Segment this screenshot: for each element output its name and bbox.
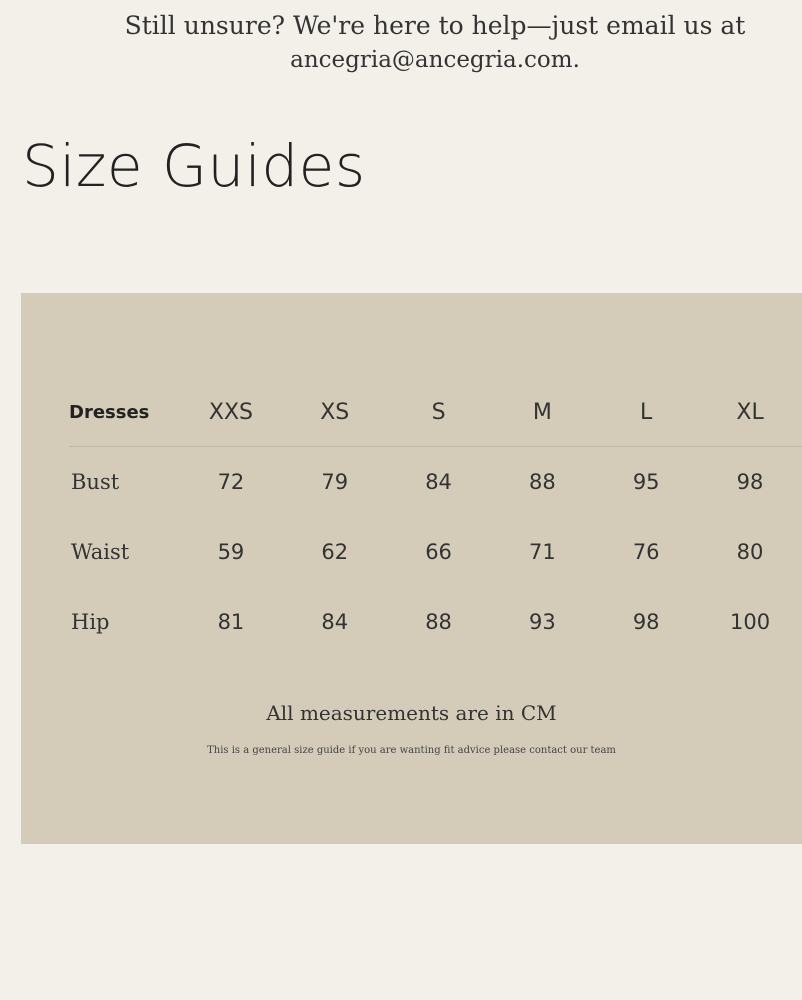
measurement-label: Bust — [71, 470, 120, 494]
measurement-value: 88 — [425, 610, 452, 634]
measurement-value: 79 — [321, 470, 349, 494]
measurement-value: 81 — [217, 610, 245, 634]
measurement-value: 93 — [529, 610, 556, 634]
help-message — [0, 8, 802, 78]
measurement-value: 84 — [321, 610, 349, 634]
table-row — [69, 517, 802, 587]
measurement-value: 100 — [730, 610, 771, 634]
table-row — [69, 447, 802, 518]
measurement-value: 62 — [321, 540, 349, 564]
measurement-value: 66 — [425, 540, 452, 564]
size-column-header: XS — [283, 378, 387, 447]
units-note: All measurements are in CM — [266, 701, 557, 725]
page-title: Size Guides — [22, 132, 366, 200]
fit-advice-note: This is a general size guide if you are wanting fit advice please contact our team — [207, 745, 616, 756]
table-row — [69, 587, 802, 657]
size-column-header: XL — [698, 378, 802, 447]
measurement-label: Waist — [71, 540, 130, 564]
measurement-value: 72 — [217, 470, 245, 494]
measurement-value: 98 — [736, 470, 764, 494]
help-text: Still unsure? We're here to help—just email us at — [124, 11, 746, 40]
measurement-label: Hip — [71, 610, 110, 634]
table-row-header: Dresses — [69, 378, 179, 447]
measurement-value: 84 — [425, 470, 452, 494]
size-column-header: XXS — [179, 378, 283, 447]
size-guide-panel — [21, 293, 802, 844]
measurement-value: 76 — [632, 540, 660, 564]
size-header-row — [69, 378, 802, 447]
size-column-header: S — [387, 378, 491, 447]
measurement-value: 80 — [736, 540, 764, 564]
measurement-value: 98 — [632, 610, 660, 634]
size-column-header: L — [594, 378, 698, 447]
measurement-value: 59 — [217, 540, 245, 564]
size-column-header: M — [490, 378, 594, 447]
size-table — [69, 378, 802, 657]
measurement-value: 71 — [529, 540, 556, 564]
measurement-value: 95 — [632, 470, 660, 494]
measurement-value: 88 — [529, 470, 556, 494]
help-email-link[interactable]: ancegria@ancegria.com. — [290, 47, 580, 73]
